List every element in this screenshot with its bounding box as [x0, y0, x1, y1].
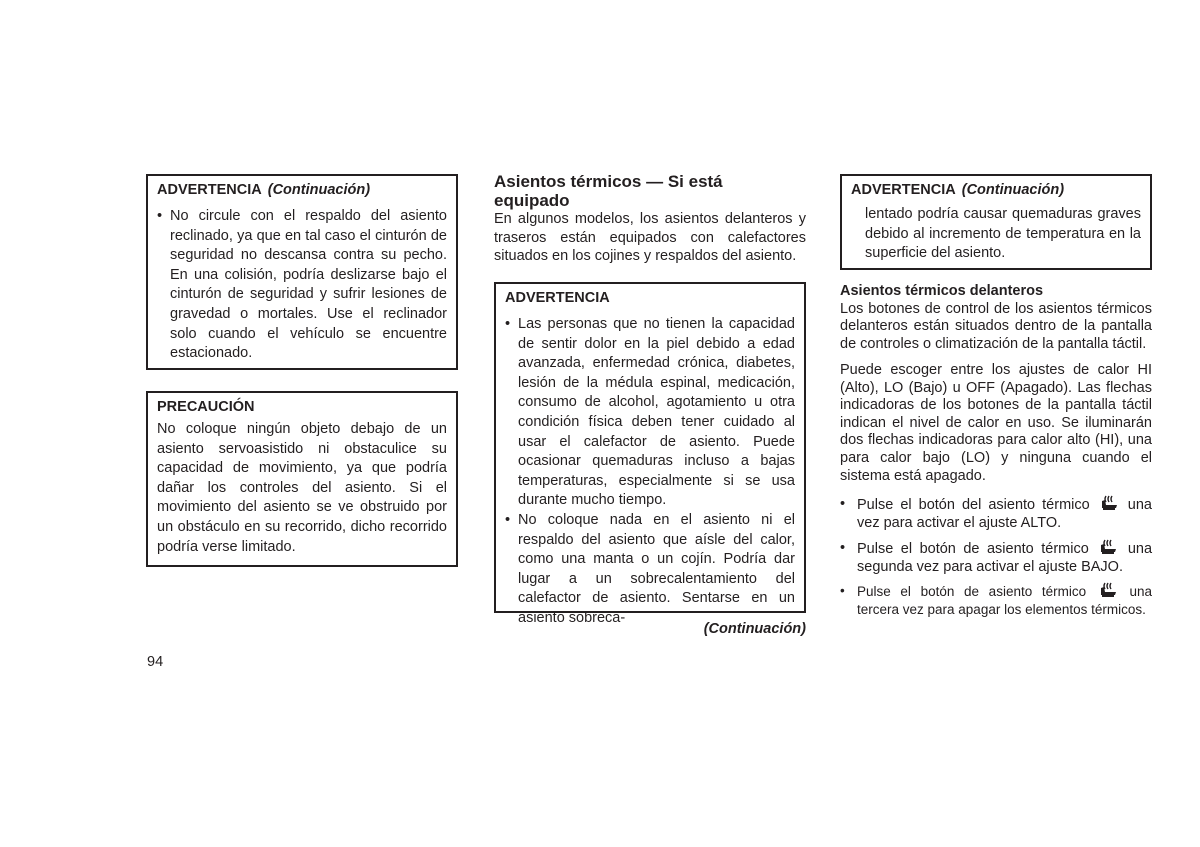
warning-text: lentado podría causar quemaduras graves debido al incremento de temperatura en la superficie del asiento.: [865, 206, 1141, 262]
warning-box-right: [840, 174, 1152, 270]
warning-bullet: • Las personas que no tienen la capacidad de sentir dolor en la piel debido a edad avanzada, enfermedad crónica, diabetes, lesión de la médula espinal, medicación, consumo de alcohol, agotamiento u otra condición física deben tener cuidado al usar el calefactor de asiento. Puede ocasionar quemaduras incluso a bajas temperaturas, especialmente si se usa durante mucho tiempo.: [505, 316, 795, 509]
warning-bullet: • No circule con el respaldo del asiento reclinado, ya que en tal caso el cinturón de seguridad no descansa contra su pecho. En una colisión, podría deslizarse bajo el cinturón de seguridad y sufrir lesiones de gravedad o mortales. Use el reclinador solo cuando el vehículo se encuentre estacionado.: [157, 208, 447, 362]
right-body: [840, 283, 1152, 619]
instruction-bullet: • Pulse el botón del asiento térmico una vez para activar el ajuste ALTO.: [840, 496, 1152, 532]
bullet-dot: •: [505, 316, 511, 332]
heated-seat-icon: [1099, 495, 1119, 512]
warning-title: ADVERTENCIA (Continuación): [851, 182, 1065, 198]
bullet-dot: •: [840, 540, 846, 557]
section-heading: Asientos térmicos — Si está equipado: [494, 172, 723, 210]
bullet-dot: •: [157, 208, 163, 224]
warning-box-middle: [494, 282, 806, 626]
paragraph: Puede escoger entre los ajustes de calor HI (Alto), LO (Bajo) u OFF (Apagado). Las flechas indicadoras de los botones de la pantalla táctil indican el nivel de calor en uso. Se iluminarán dos flechas indicadoras para calor alto (HI), una para calor bajo (LO) y ninguna cuando el sistema está apagado.: [840, 362, 1152, 484]
instruction-bullet: • Pulse el botón de asiento térmico una tercera vez para apagar los elementos térmicos.: [840, 583, 1152, 618]
continuation-label: (Continuación): [961, 182, 1065, 198]
caution-text: No coloque ningún objeto debajo de un asiento servoasistido ni obstaculice su capacidad de movimiento, ya que podría dañar los controles del asiento. Si el movimiento del asiento se ve obstruido por un obstáculo en su recorrido, dicho recorrido podría verse limitado.: [157, 421, 447, 555]
caution-title: PRECAUCIÓN: [157, 399, 255, 415]
warning-bullet: • No coloque nada en el asiento ni el respaldo del asiento que aísle del calor, como una manta o un cojín. Podría dar lugar a un sobrecalentamiento del calefactor de asiento. Sentarse en un asiento sobreca-: [505, 511, 795, 626]
subheading: Asientos térmicos delanteros: [840, 283, 1044, 299]
warning-title: ADVERTENCIA (Continuación): [157, 182, 371, 198]
bullet-dot: •: [505, 511, 511, 528]
continuation-label: (Continuación): [267, 182, 371, 198]
warning-title: ADVERTENCIA: [505, 290, 610, 306]
bullet-dot: •: [840, 583, 845, 599]
continuation-label: (Continuación): [703, 621, 806, 637]
heated-seat-icon: [1098, 582, 1118, 599]
instruction-bullet: • Pulse el botón de asiento térmico una segunda vez para activar el ajuste BAJO.: [840, 540, 1153, 576]
paragraph: Los botones de control de los asientos térmicos delanteros están situados dentro de la pantalla de controles o climatización de la pantalla táctil.: [840, 300, 1152, 352]
bullet-dot: •: [840, 496, 846, 513]
intro-text: En algunos modelos, los asientos delanteros y traseros están equipados con calefactores situados en los cojines y respaldos del asiento.: [494, 211, 806, 264]
page-number: 94: [147, 654, 164, 670]
caution-box: [146, 391, 458, 567]
warning-box-left: [146, 174, 458, 370]
heated-seat-icon: [1098, 539, 1118, 556]
